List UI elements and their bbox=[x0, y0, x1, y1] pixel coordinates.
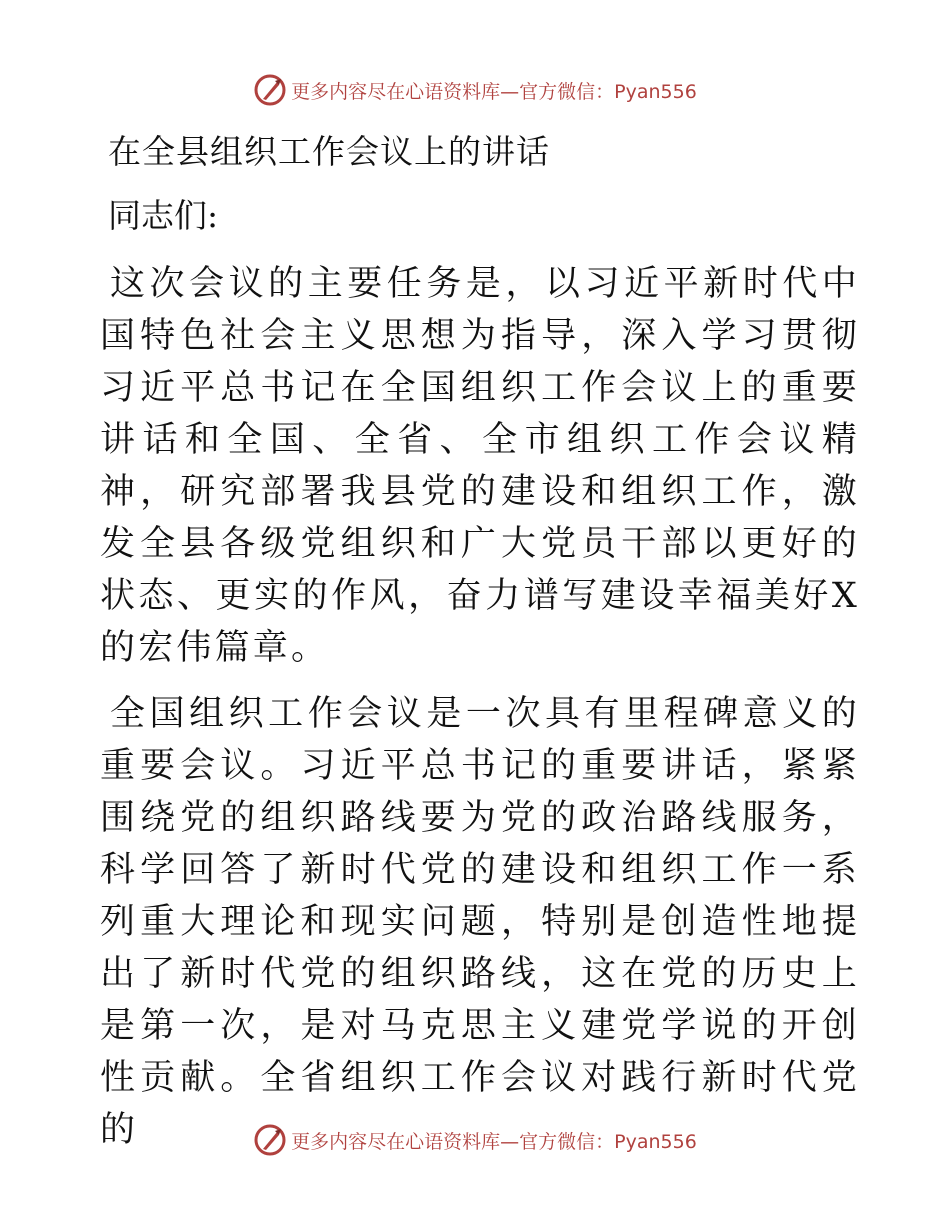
document-body bbox=[100, 118, 860, 1156]
paragraph-2: 全国组织工作会议是一次具有里程碑意义的重要会议。习近平总书记的重要讲话，紧紧围绕党的组织路线要为党的政治路线服务，科学回答了新时代党的建设和组织工作一系列重大理论和现实问题，特别是创造性地提出了新时代党的组织路线，这在党的历史上是第一次，是对马克思主义建党学说的开创性贡献。全省组织工作会议对践行新时代党的 bbox=[100, 693, 860, 1150]
quill-logo-icon bbox=[253, 1123, 287, 1157]
salutation: 同志们: bbox=[108, 195, 219, 235]
watermark-text: 更多内容尽在心语资料库—官方微信：Pyan556 bbox=[291, 1130, 697, 1153]
header-watermark-banner bbox=[0, 72, 950, 108]
footer-watermark-banner bbox=[0, 1122, 950, 1158]
document-title: 在全县组织工作会议上的讲话 bbox=[108, 132, 550, 171]
watermark-text: 更多内容尽在心语资料库—官方微信：Pyan556 bbox=[291, 80, 697, 103]
quill-logo-icon bbox=[253, 73, 287, 107]
paragraph-1: 这次会议的主要任务是，以习近平新时代中国特色社会主义思想为指导，深入学习贯彻习近平总书记在全国组织工作会议上的重要讲话和全国、全省、全市组织工作会议精神，研究部署我县党的建设和组织工作，激发全县各级党组织和广大党员干部以更好的状态、更实的作风，奋力谱写建设幸福美好X的宏伟篇章。 bbox=[100, 263, 860, 668]
